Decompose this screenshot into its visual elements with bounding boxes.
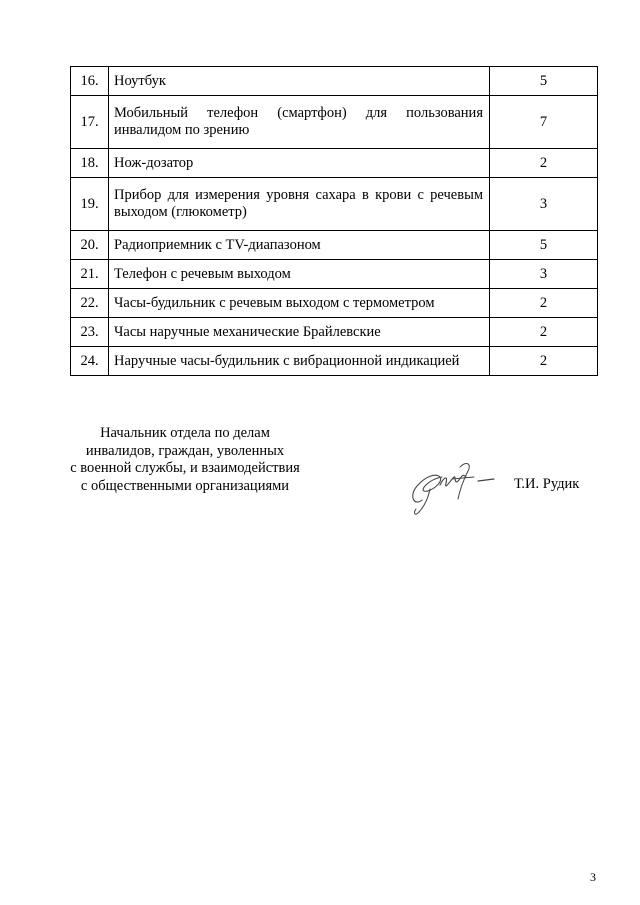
table-row [71,231,598,260]
row-number: 17. [71,96,109,149]
row-number: 20. [71,231,109,260]
table-row [71,289,598,318]
item-name: Мобильный телефон (смартфон) для пользования инвалидом по зрению [109,96,490,149]
table-row [71,67,598,96]
row-number: 16. [71,67,109,96]
position-line: с общественными организациями [80,477,290,494]
position-line: Начальник отдела по делам [100,425,270,441]
item-quantity: 5 [490,231,598,260]
row-number: 18. [71,149,109,178]
row-number: 19. [71,178,109,231]
item-name: Часы наручные механические Брайлевские [109,318,490,347]
item-quantity: 7 [490,96,598,149]
handwritten-signature [400,455,500,517]
position-line: инвалидов, граждан, уволенных [85,442,285,459]
item-quantity: 3 [490,260,598,289]
item-name: Часы-будильник с речевым выходом с термометром [109,289,490,318]
table-row [71,347,598,376]
row-number: 23. [71,318,109,347]
position-line: с военной службы, и взаимодействия [70,460,300,476]
item-quantity: 3 [490,178,598,231]
item-quantity: 2 [490,318,598,347]
items-table [70,66,598,376]
item-quantity: 2 [490,347,598,376]
table-row [71,260,598,289]
item-name: Наручные часы-будильник с вибрационной индикацией [109,347,490,376]
item-name: Радиоприемник с TV-диапазоном [109,231,490,260]
item-quantity: 2 [490,149,598,178]
row-number: 22. [71,289,109,318]
table-row [71,178,598,231]
signer-name: Т.И. Рудик [514,476,580,492]
table-row [71,318,598,347]
table-row [71,96,598,149]
item-name: Нож-дозатор [109,149,490,178]
row-number: 24. [71,347,109,376]
item-name: Прибор для измерения уровня сахара в крови с речевым выходом (глюкометр) [109,178,490,231]
table-row [71,149,598,178]
page-number: 3 [590,870,596,884]
signatory-position [40,425,330,495]
item-quantity: 5 [490,67,598,96]
row-number: 21. [71,260,109,289]
item-quantity: 2 [490,289,598,318]
item-name: Телефон с речевым выходом [109,260,490,289]
item-name: Ноутбук [109,67,490,96]
